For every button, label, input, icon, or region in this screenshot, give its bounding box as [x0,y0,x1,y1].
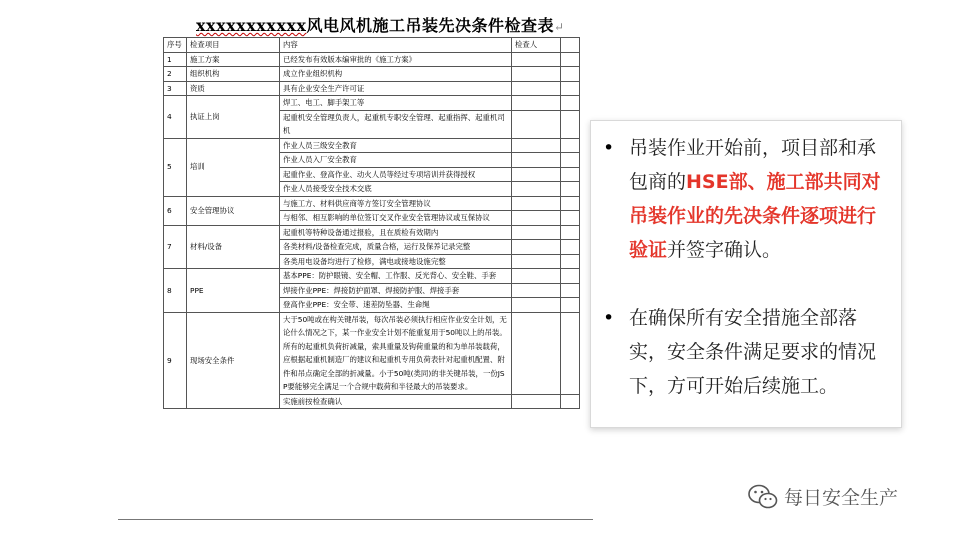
row-item: 执证上岗 [187,96,280,139]
row-item: 材料/设备 [187,225,280,269]
row-content: 起重机等特种设备通过报验，且在质检有效期内 [280,225,512,240]
row-content: 实施前按检查确认 [280,394,512,409]
row-extra [561,211,580,226]
row-item: PPE [187,269,280,313]
row-number: 4 [164,96,187,139]
checklist-table [163,37,580,409]
row-checker [512,312,561,394]
row-extra [561,96,580,111]
table-row [164,138,580,153]
row-extra [561,298,580,313]
row-checker [512,196,561,211]
row-item: 资质 [187,81,280,96]
bullet-text-1 [629,131,891,267]
bullet1-post: 并签字确认。 [667,239,782,261]
row-extra [561,52,580,67]
table-row [164,96,580,111]
row-checker [512,394,561,409]
row-number: 8 [164,269,187,313]
row-content: 作业人员接受安全技术交底 [280,182,512,197]
row-content: 与施工方、材料供应商等方签订安全管理协议 [280,196,512,211]
row-checker [512,153,561,168]
paragraph-mark: ↵ [553,20,565,34]
row-item: 安全管理协议 [187,196,280,225]
row-extra [561,81,580,96]
row-content: 已经发布有效版本编审批的《施工方案》 [280,52,512,67]
table-row [164,312,580,394]
row-content: 具有企业安全生产许可证 [280,81,512,96]
row-content: 焊接作业PPE：焊接防护面罩、焊接防护服、焊接手套 [280,283,512,298]
page-bottom-rule [118,519,593,520]
row-checker [512,167,561,182]
row-extra [561,153,580,168]
row-content: 作业人员入厂安全教育 [280,153,512,168]
row-content: 作业人员三级安全教育 [280,138,512,153]
header-checker: 检查人 [512,38,561,53]
watermark-text: 每日安全生产 [784,487,899,509]
row-number: 1 [164,52,187,67]
header-item: 检查项目 [187,38,280,53]
row-checker [512,298,561,313]
row-extra [561,196,580,211]
row-number: 9 [164,312,187,409]
row-checker [512,96,561,111]
row-extra [561,283,580,298]
header-no: 序号 [164,38,187,53]
table-header-row [164,38,580,53]
row-content: 起重机安全管理负责人，起重机专职安全管理、起重指挥、起重机司机 [280,110,512,138]
row-checker [512,283,561,298]
table-row [164,269,580,284]
row-extra [561,254,580,269]
row-checker [512,81,561,96]
row-content: 起重作业、登高作业、动火人员等经过专项培训并获得授权 [280,167,512,182]
row-number: 2 [164,67,187,82]
table-row [164,225,580,240]
row-checker [512,254,561,269]
bullet-text-2: 在确保所有安全措施全部落实，安全条件满足要求的情况下，方可开始后续施工。 [629,307,877,397]
row-extra [561,138,580,153]
row-extra [561,225,580,240]
row-content: 焊工、电工、脚手架工等 [280,96,512,111]
table-row [164,67,580,82]
table-row [164,52,580,67]
header-extra [561,38,580,53]
row-number: 6 [164,196,187,225]
row-content: 各类材料/设备检查完成，质量合格，运行及保养记录完整 [280,240,512,255]
row-checker [512,110,561,138]
row-checker [512,225,561,240]
row-content: 成立作业组织机构 [280,67,512,82]
row-extra [561,394,580,409]
row-checker [512,138,561,153]
bullet-dot-1: • [603,137,615,159]
row-content: 基本PPE：防护眼镜、安全帽、工作服、反光背心、安全鞋、手套 [280,269,512,284]
info-box [590,120,902,428]
row-extra [561,67,580,82]
table-row [164,81,580,96]
row-item: 组织机构 [187,67,280,82]
row-content: 与相邻、相互影响的单位签订交叉作业安全管理协议或互保协议 [280,211,512,226]
row-checker [512,269,561,284]
row-item: 现场安全条件 [187,312,280,409]
document-title [196,13,596,36]
row-checker [512,67,561,82]
row-checker [512,240,561,255]
title-code: xxxxxxxxxxx [196,16,307,35]
row-content: 各类用电设备均进行了检修，满电或接地设施完整 [280,254,512,269]
row-item: 培训 [187,138,280,196]
row-content: 大于50吨或在构关键吊装，每次吊装必须执行相应作业安全计划，无论什么情况之下，某一作业安全计划不能重复用于50吨以上的吊装。所有的起重机负荷折减量，索具重量及钩荷重量的和为单吊装载荷，应根据起重机制造厂的建议和起重机专用负荷表针对起重机配置、附件和吊点确定全部的折减量。小于50吨(类同)的非关键吊装，一份JSP要能够完全满足一个合规中载荷和半径最大的吊装要求。 [280,312,512,394]
wechat-icon [748,484,778,510]
header-content: 内容 [280,38,512,53]
table-row [164,196,580,211]
bullet1-pre: 吊装作业开始前，项目部和承包商的 [629,137,877,193]
row-extra [561,110,580,138]
row-number: 5 [164,138,187,196]
watermark [748,483,898,510]
bullet1-highlight: HSE部、施工部共同对吊装作业的先决条件逐项进行验证 [629,171,881,261]
row-item: 施工方案 [187,52,280,67]
row-checker [512,182,561,197]
row-checker [512,52,561,67]
row-content: 登高作业PPE：安全带、速差防坠器、生命绳 [280,298,512,313]
row-number: 7 [164,225,187,269]
row-extra [561,269,580,284]
title-main: 风电风机施工吊装先决条件检查表 [306,16,554,35]
row-number: 3 [164,81,187,96]
bullet-dot-2: • [603,307,615,329]
row-extra [561,182,580,197]
row-extra [561,312,580,394]
row-extra [561,167,580,182]
row-extra [561,240,580,255]
row-checker [512,211,561,226]
